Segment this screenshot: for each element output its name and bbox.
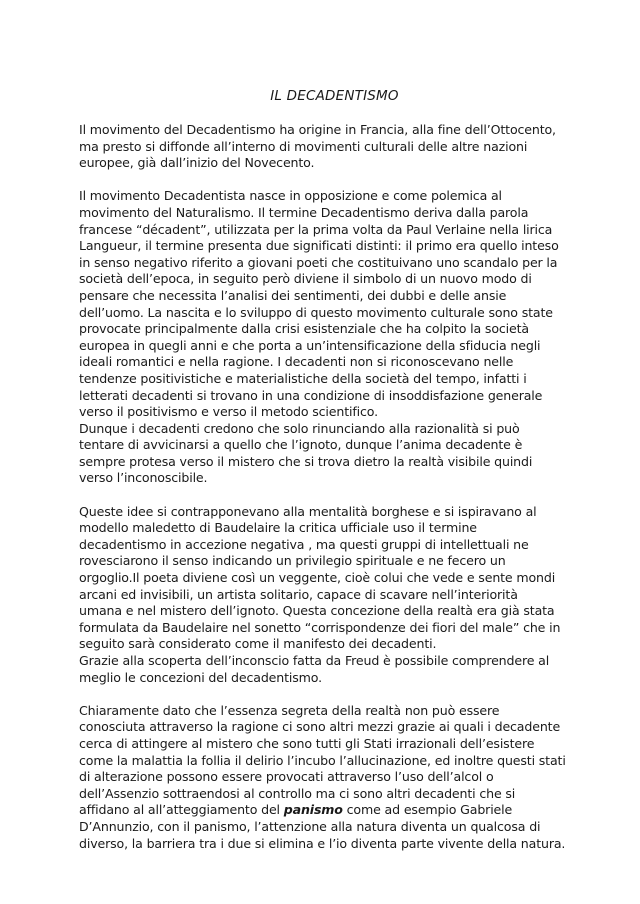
text-line: europee, già dall’inizio del Novecento. xyxy=(79,155,315,171)
text-line: europea in quegli anni e che porta a un’intensificazione della sfiducia negli xyxy=(79,337,541,353)
text-line: arcani ed invisibili, un artista solitario, capace di scavare nell’interiorità xyxy=(79,586,518,602)
paragraph-4 xyxy=(79,703,580,852)
text-line: Dunque i decadenti credono che solo rinunciando alla razionalità si può xyxy=(79,420,520,436)
text-line: meglio le concezioni del decadentismo. xyxy=(79,669,322,685)
text-line: seguito sarà considerato come il manifesto dei decadenti. xyxy=(79,636,437,652)
text-line: conosciuta attraverso la ragione ci sono altri mezzi grazie ai quali i decadente xyxy=(79,719,561,735)
text-segment: come ad esempio Gabriele xyxy=(342,802,513,818)
text-line: D’Annunzio, con il panismo, l’attenzione alla natura diventa un qualcosa di xyxy=(79,818,541,834)
text-line: dell’uomo. La nascita e lo sviluppo di questo movimento culturale sono state xyxy=(79,304,553,320)
text-line: dell’Assenzio sottraendosi al controllo ma ci sono altri decadenti che si xyxy=(79,785,516,801)
text-line: rovesciarono il senso indicando un privilegio spirituale e ne fecero un xyxy=(79,553,506,569)
text-line: verso l’inconoscibile. xyxy=(79,470,208,486)
text-line: di alterazione possono essere provocati attraverso l’uso dell’alcol o xyxy=(79,769,494,785)
text-line-with-emphasis xyxy=(79,802,580,819)
text-line: Langueur, il termine presenta due significati distinti: il primo era quello inteso xyxy=(79,238,559,254)
text-line: pensare che necessita l’analisi dei sentimenti, dei dubbi e delle ansie xyxy=(79,287,507,303)
text-line: sempre protesa verso il mistero che si trova dietro la realtà visibile quindi xyxy=(79,453,533,469)
text-line: come la malattia la follia il delirio l’incubo l’allucinazione, ed inoltre questi stati xyxy=(79,752,566,768)
text-line: tentare di avvicinarsi a quello che l’ignoto, dunque l’anima decadente è xyxy=(79,437,523,453)
text-line: umana e nel mistero dell’ignoto. Questa concezione della realtà era già stata xyxy=(79,603,555,619)
text-line: francese “décadent”, utilizzata per la prima volta da Paul Verlaine nella lirica xyxy=(79,221,553,237)
text-line: tendenze positivistiche e materialistiche della società del tempo, infatti i xyxy=(79,370,527,386)
paragraph-3 xyxy=(79,504,580,687)
text-line: letterati decadenti si trovano in una condizione di insoddisfazione generale xyxy=(79,387,543,403)
text-line: decadentismo in accezione negativa , ma questi gruppi di intellettuali ne xyxy=(79,536,529,552)
text-line: modello maledetto di Baudelaire la critica ufficiale uso il termine xyxy=(79,520,477,536)
text-segment: affidano al all’atteggiamento del xyxy=(79,802,284,818)
text-line: società dell’epoca, in seguito però diviene il simbolo di un nuovo modo di xyxy=(79,271,532,287)
document-title: IL DECADENTISMO xyxy=(270,88,399,104)
paragraph-2 xyxy=(79,188,580,487)
text-line: Grazie alla scoperta dell’inconscio fatta da Freud è possibile comprendere al xyxy=(79,653,550,668)
text-line: diverso, la barriera tra i due si elimina e l’io diventa parte vivente della natura. xyxy=(79,835,566,851)
text-line: in senso negativo riferito a giovani poeti che costituivano uno scandalo per la xyxy=(79,254,558,270)
text-line: ma presto si diffonde all’interno di movimenti culturali delle altre nazioni xyxy=(79,138,528,154)
text-line: formulata da Baudelaire nel sonetto “corrispondenze dei fiori del male” che in xyxy=(79,619,561,635)
text-line: Chiaramente dato che l’essenza segreta della realtà non può essere xyxy=(79,702,500,718)
text-line: cerca di attingere al mistero che sono tutti gli Stati irrazionali dell’esistere xyxy=(79,735,535,751)
text-line: verso il positivismo e verso il metodo scientifico. xyxy=(79,404,378,420)
text-line: Il movimento del Decadentismo ha origine in Francia, alla fine dell’Ottocento, xyxy=(79,122,556,137)
text-line: Queste idee si contrapponevano alla mentalità borghese e si ispiravano al xyxy=(79,503,537,519)
text-line: ideali romantici e nella ragione. I decadenti non si riconoscevano nelle xyxy=(79,354,514,370)
text-line: movimento del Naturalismo. Il termine Decadentismo deriva dalla parola xyxy=(79,204,529,220)
paragraph-1 xyxy=(79,122,580,172)
text-line: Il movimento Decadentista nasce in opposizione e come polemica al xyxy=(79,188,502,204)
emphasized-term: panismo xyxy=(283,802,343,818)
text-line: orgoglio.Il poeta diviene così un veggente, cioè colui che vede e sente mondi xyxy=(79,570,556,586)
text-line: provocate principalmente dalla crisi esistenziale che ha colpito la società xyxy=(79,321,529,337)
